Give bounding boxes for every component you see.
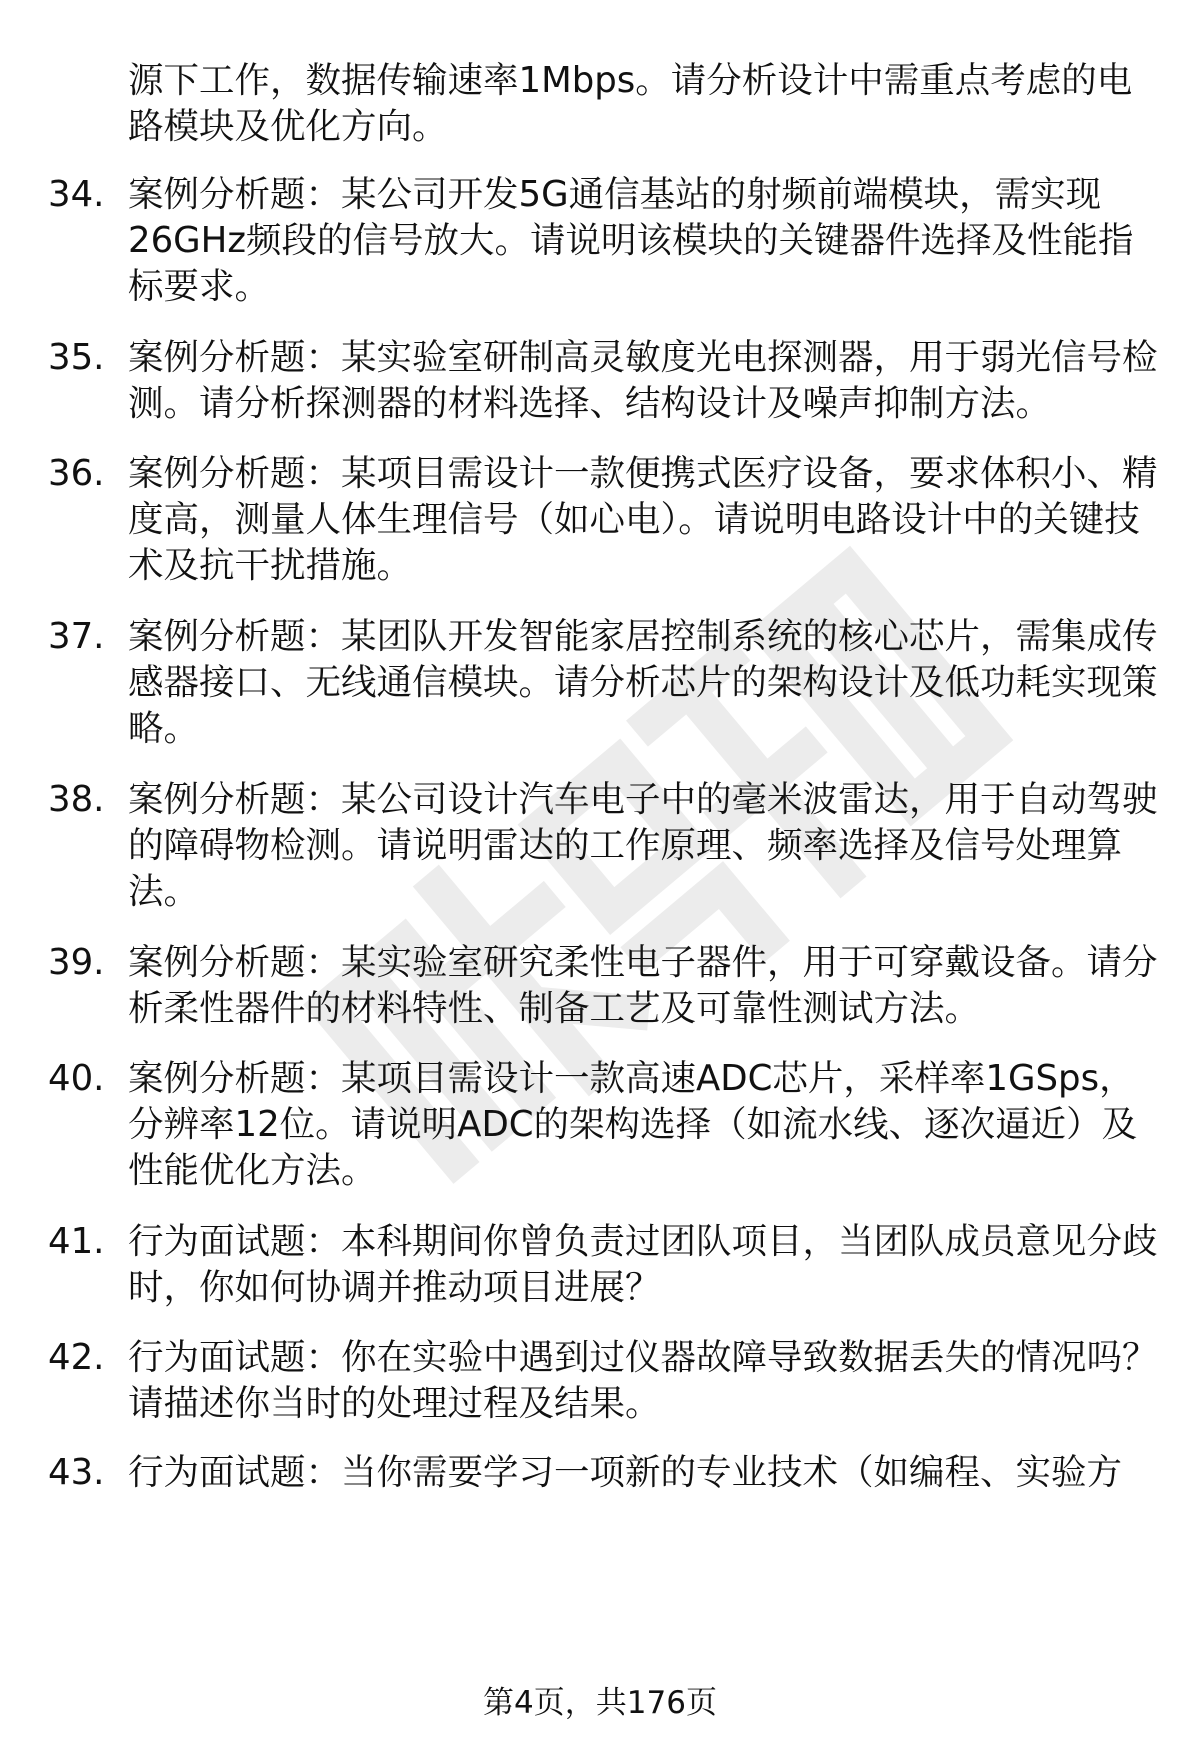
question-text: 案例分析题：某项目需设计一款高速ADC芯片，采样率1GSps，分辨率12位。请说明ADC的架构选择（如流水线、逐次逼近）及性能优化方法。 — [128, 1058, 1138, 1191]
question-text: 行为面试题：当你需要学习一项新的专业技术（如编程、实验方 — [128, 1452, 1123, 1493]
question-text: 行为面试题：你在实验中遇到过仪器故障导致数据丢失的情况吗？请描述你当时的处理过程及结果。 — [128, 1337, 1158, 1424]
question-text: 案例分析题：某公司开发5G通信基站的射频前端模块，需实现26GHz频段的信号放大。请说明该模块的关键器件选择及性能指标要求。 — [128, 174, 1134, 307]
question-number: 39. — [48, 942, 105, 983]
question-number: 37. — [48, 616, 105, 657]
question-text: 案例分析题：某公司设计汽车电子中的毫米波雷达，用于自动驾驶的障碍物检测。请说明雷达的工作原理、频率选择及信号处理算法。 — [128, 779, 1158, 912]
question-number: 42. — [48, 1337, 105, 1378]
page-footer: 第4页，共176页 — [483, 1685, 717, 1721]
continuation-paragraph: 源下工作，数据传输速率1Mbps。请分析设计中需重点考虑的电路模块及优化方向。 — [128, 60, 1133, 147]
question-text: 行为面试题：本科期间你曾负责过团队项目，当团队成员意见分歧时，你如何协调并推动项目进展？ — [128, 1221, 1158, 1308]
question-text: 案例分析题：某实验室研制高灵敏度光电探测器，用于弱光信号检测。请分析探测器的材料选择、结构设计及噪声抑制方法。 — [128, 337, 1158, 424]
question-number: 35. — [48, 337, 105, 378]
question-number: 40. — [48, 1058, 105, 1099]
question-text: 案例分析题：某实验室研究柔性电子器件，用于可穿戴设备。请分析柔性器件的材料特性、制备工艺及可靠性测试方法。 — [128, 942, 1158, 1029]
question-number: 43. — [48, 1452, 105, 1493]
question-number: 38. — [48, 779, 105, 820]
question-number: 34. — [48, 174, 105, 215]
question-text: 案例分析题：某团队开发智能家居控制系统的核心芯片，需集成传感器接口、无线通信模块。请分析芯片的架构设计及低功耗实现策略。 — [128, 616, 1158, 749]
question-number: 41. — [48, 1221, 105, 1262]
question-number: 36. — [48, 453, 105, 494]
question-text: 案例分析题：某项目需设计一款便携式医疗设备，要求体积小、精度高，测量人体生理信号（如心电）。请说明电路设计中的关键技术及抗干扰措施。 — [128, 453, 1158, 586]
